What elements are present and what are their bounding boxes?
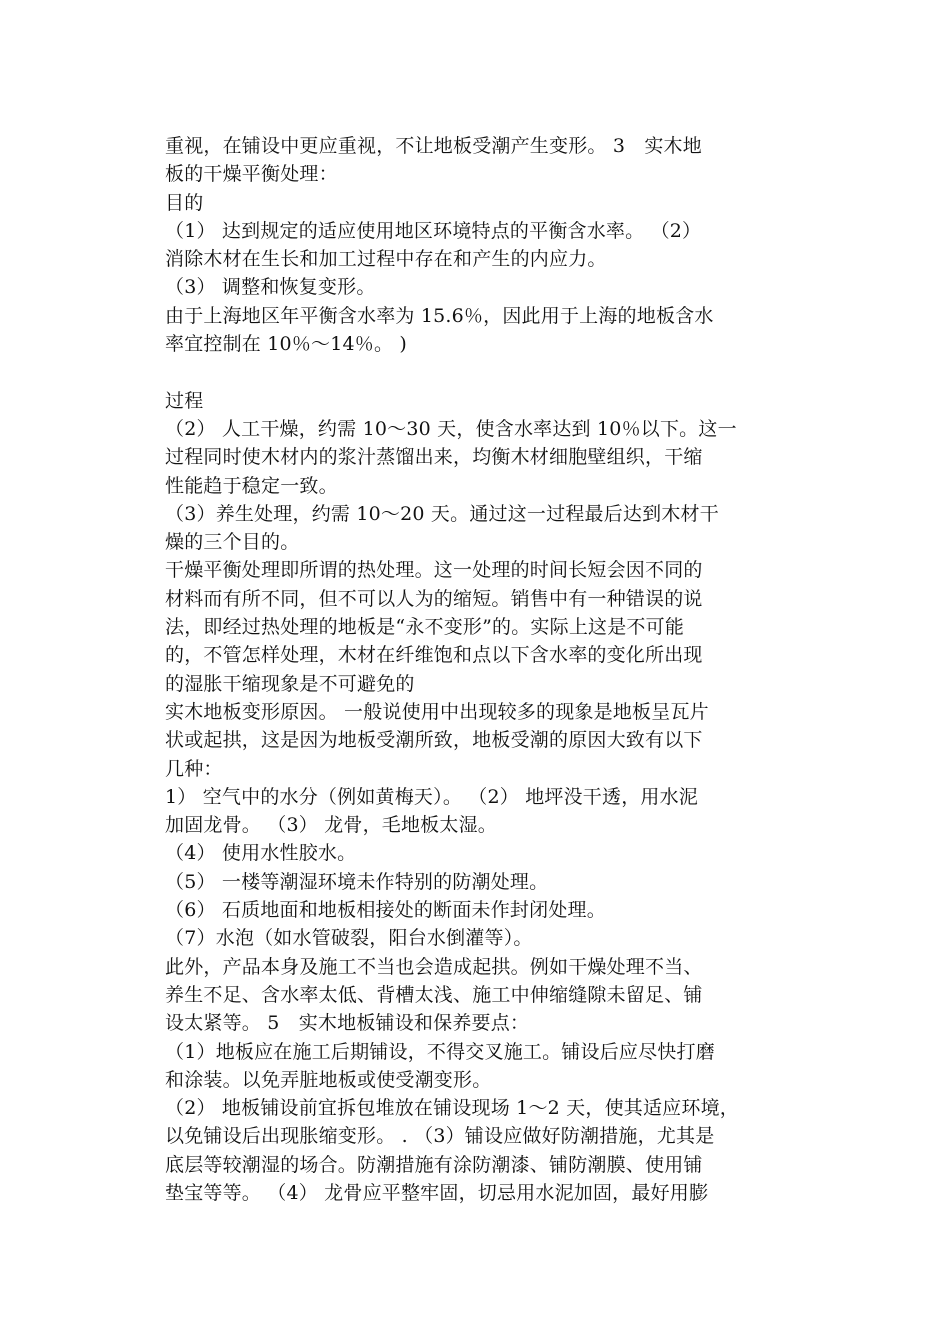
text-line: 燥的三个目的。 xyxy=(165,531,300,554)
text-line: 由于上海地区年平衡含水率为 15.6％，因此用于上海的地板含水 xyxy=(165,304,714,327)
text-line: 养生不足、含水率太低、背槽太浅、施工中伸缩缝隙未留足、铺 xyxy=(165,983,703,1006)
text-line: 底层等较潮湿的场合。防潮措施有涂防潮漆、铺防潮膜、使用铺 xyxy=(165,1153,703,1176)
heading-process: 过程 xyxy=(165,389,204,412)
text-line: 的，不管怎样处理，木材在纤维饱和点以下含水率的变化所出现 xyxy=(165,644,703,667)
text-line: （2） 地板铺设前宜拆包堆放在铺设现场 1～2 天，使其适应环境， xyxy=(165,1097,739,1120)
text-line: 1） 空气中的水分（例如黄梅天）。 （2） 地坪没干透，用水泥 xyxy=(165,785,698,808)
text-line: 以免铺设后出现胀缩变形。 . （3）铺设应做好防潮措施，尤其是 xyxy=(165,1125,715,1148)
blank-line xyxy=(165,358,787,386)
text-line: 和涂装。以免弄脏地板或使受潮变形。 xyxy=(165,1068,492,1091)
text-line: 设太紧等。 5 实木地板铺设和保养要点： xyxy=(165,1012,530,1035)
text-line: 此外，产品本身及施工不当也会造成起拱。例如干燥处理不当、 xyxy=(165,955,703,978)
text-line: 干燥平衡处理即所谓的热处理。这一处理的时间长短会因不同的 xyxy=(165,559,703,582)
text-line: 几种： xyxy=(165,757,223,780)
text-line: 重视，在铺设中更应重视，不让地板受潮产生变形。 3 实木地 xyxy=(165,135,702,157)
text-line: 法，即经过热处理的地板是“永不变形”的。实际上这是不可能 xyxy=(165,616,685,639)
text-line: 板的干燥平衡处理： xyxy=(165,163,338,186)
text-line: 性能趋于稳定一致。 xyxy=(165,474,338,497)
text-line: 材料而有所不同，但不可以人为的缩短。销售中有一种错误的说 xyxy=(165,587,703,610)
text-line: （5） 一楼等潮湿环境未作特别的防潮处理。 xyxy=(165,870,549,893)
text-line: （2） 人工干燥，约需 10～30 天，使含水率达到 10％以下。这一 xyxy=(165,417,737,440)
text-line: （3）养生处理，约需 10～20 天。通过这一过程最后达到木材干 xyxy=(165,502,719,525)
heading-purpose: 目的 xyxy=(165,191,204,214)
document-body xyxy=(165,132,787,1207)
text-line: 率宜控制在 10％～14％。 ) xyxy=(165,333,408,356)
text-line: （1）地板应在施工后期铺设，不得交叉施工。铺设后应尽快打磨 xyxy=(165,1040,715,1063)
text-line: （7）水泡（如水管破裂，阳台水倒灌等）。 xyxy=(165,927,533,950)
text-line: 过程同时使木材内的浆汁蒸馏出来，均衡木材细胞壁组织，干缩 xyxy=(165,446,703,469)
text-line: 垫宝等等。 （4） 龙骨应平整牢固，切忌用水泥加固，最好用膨 xyxy=(165,1181,709,1204)
text-line: 消除木材在生长和加工过程中存在和产生的内应力。 xyxy=(165,248,607,271)
text-line: 加固龙骨。 （3） 龙骨，毛地板太湿。 xyxy=(165,814,497,837)
text-line: 实木地板变形原因。 一般说使用中出现较多的现象是地板呈瓦片 xyxy=(165,700,709,723)
text-line: （6） 石质地面和地板相接处的断面未作封闭处理。 xyxy=(165,899,606,922)
text-line: 的湿胀干缩现象是不可避免的 xyxy=(165,672,415,695)
text-line: （4） 使用水性胶水。 xyxy=(165,842,357,865)
text-line: 状或起拱，这是因为地板受潮所致，地板受潮的原因大致有以下 xyxy=(165,729,703,752)
text-line: （1） 达到规定的适应使用地区环境特点的平衡含水率。 （2） xyxy=(165,219,702,242)
text-line: （3） 调整和恢复变形。 xyxy=(165,276,376,299)
